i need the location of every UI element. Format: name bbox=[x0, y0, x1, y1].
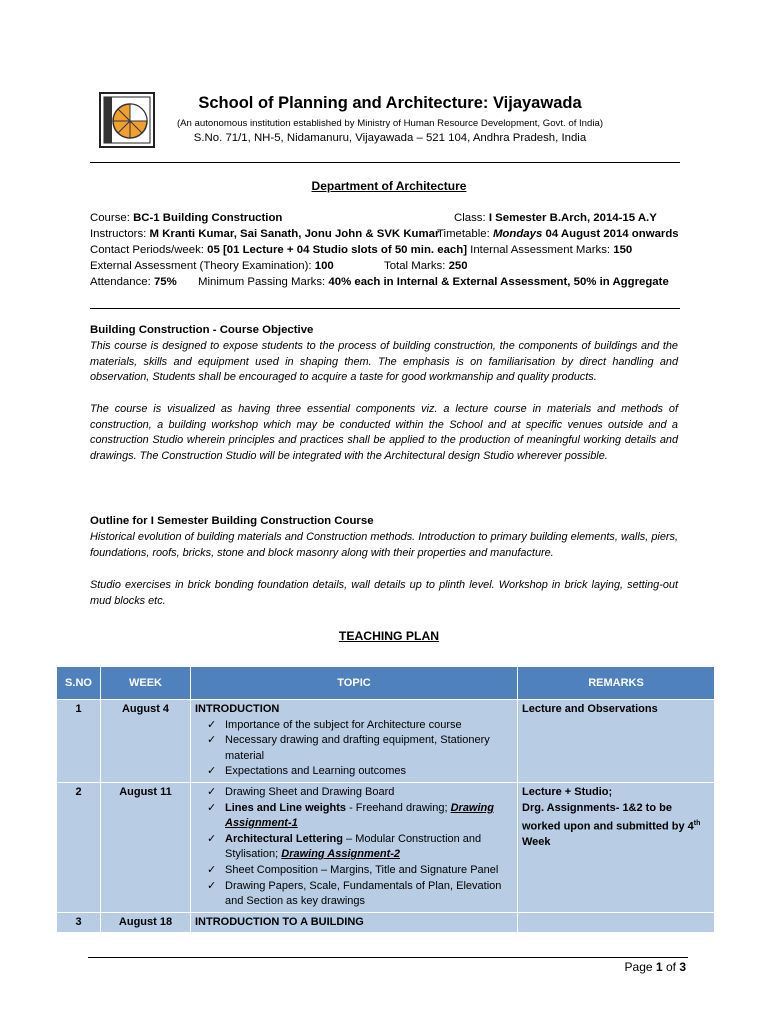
list-item-text: Necessary drawing and drafting equipment, Stationery material bbox=[225, 734, 490, 762]
attendance-value: 75% bbox=[153, 276, 177, 288]
ia-label: Internal Assessment Marks: bbox=[470, 244, 611, 256]
table-row bbox=[57, 700, 715, 783]
total-label: Total Marks: bbox=[384, 260, 446, 272]
timetable-label: Timetable: bbox=[437, 228, 490, 240]
teaching-plan-table bbox=[56, 666, 715, 933]
total-info bbox=[384, 258, 468, 274]
contact-label: Contact Periods/week: bbox=[90, 244, 204, 256]
list-item-text: Importance of the subject for Architecture course bbox=[225, 718, 462, 731]
row-week: August 4 bbox=[101, 700, 191, 783]
attendance-label: Attendance: bbox=[90, 276, 151, 288]
page-label: Page bbox=[624, 960, 653, 974]
list-item bbox=[207, 785, 513, 801]
remarks-line-2 bbox=[522, 801, 710, 851]
assignment-1-label: Drawing Assignment-1 bbox=[225, 801, 494, 830]
topic-heading: INTRODUCTION TO A BUILDING bbox=[195, 915, 364, 928]
list-item-bold: Lines and Line weights bbox=[225, 801, 347, 814]
topic-heading: INTRODUCTION bbox=[195, 703, 280, 715]
instructors-label: Instructors: bbox=[90, 228, 147, 240]
table-row bbox=[57, 912, 715, 933]
list-item-text: – Modular Construction and Stylisation; bbox=[225, 832, 482, 861]
checkmark-icon: ✓ bbox=[207, 734, 217, 747]
row-week: August 18 bbox=[101, 912, 191, 933]
contact-value: 05 [01 Lecture + 04 Studio slots of 50 min. each] bbox=[207, 244, 467, 256]
remarks-text-end: Week bbox=[522, 836, 551, 849]
ia-value: 150 bbox=[613, 244, 633, 256]
checkmark-icon: ✓ bbox=[207, 801, 217, 814]
row-week: August 11 bbox=[101, 782, 191, 912]
school-subtitle: (An autonomous institution established by Ministry of Human Resource Development, Govt. of India) bbox=[176, 118, 604, 129]
list-item bbox=[207, 801, 513, 832]
page-current: 1 bbox=[655, 960, 663, 974]
course-line bbox=[90, 210, 688, 226]
page-number bbox=[625, 960, 686, 974]
ea-value: 100 bbox=[314, 260, 334, 272]
checkmark-icon: ✓ bbox=[207, 765, 217, 778]
row-remarks: Lecture and Observations bbox=[518, 700, 715, 783]
list-item bbox=[207, 863, 513, 879]
checkmark-icon: ✓ bbox=[207, 785, 217, 798]
remarks-superscript: th bbox=[693, 820, 701, 828]
list-item bbox=[207, 879, 513, 910]
contact-line bbox=[90, 242, 688, 258]
instructors-line bbox=[90, 226, 688, 242]
objective-paragraph-1: This course is designed to expose students to the process of building construction, the components of buildings and the materials, skills and equipment used in shaping them. The emphasis is on familiarisation by direct handling and observation, Students shall be encouraged to acquire a taste for good workmanship and quality products. bbox=[90, 340, 678, 384]
passing-info bbox=[198, 274, 669, 290]
timetable-info bbox=[437, 226, 679, 242]
table-row bbox=[57, 782, 715, 912]
passing-label: Minimum Passing Marks: bbox=[198, 276, 326, 288]
list-item bbox=[207, 832, 513, 863]
table-header-row bbox=[57, 667, 715, 700]
row-remarks bbox=[518, 782, 715, 912]
row-remarks bbox=[518, 912, 715, 933]
footer-divider bbox=[88, 957, 688, 958]
school-logo-icon bbox=[99, 92, 155, 148]
assignment-2-label: Drawing Assignment-2 bbox=[281, 848, 401, 861]
header-sno: S.NO bbox=[57, 667, 101, 700]
assessment-line bbox=[90, 258, 688, 274]
topic-list bbox=[195, 785, 513, 910]
ea-label: External Assessment (Theory Examination): bbox=[90, 260, 312, 272]
objective-paragraph-2: The course is visualized as having three essential components viz. a lecture course in materials and methods of construction, a building workshop which may be conducted within the School and at specific venues outside and a construction Studio wherein principles and practices shall be applied to the production of meaningful working details and drawings. The Construction Studio will be integrated with the Architectural design Studio wherever possible. bbox=[90, 403, 678, 463]
department-title: Department of Architecture bbox=[311, 179, 467, 193]
outline-paragraph-2: Studio exercises in brick bonding foundation details, wall details up to plinth level. Workshop in brick laying, setting-out mud blocks etc. bbox=[90, 579, 678, 607]
course-label: Course: bbox=[90, 212, 130, 224]
instructors-value: M Kranti Kumar, Sai Sanath, Jonu John & SVK Kumar bbox=[149, 228, 440, 240]
row-topic bbox=[191, 912, 518, 933]
list-item-text: - Freehand drawing; bbox=[346, 801, 451, 814]
class-label: Class: bbox=[454, 212, 486, 224]
list-item bbox=[207, 764, 513, 780]
outline-title: Outline for I Semester Building Construction Course bbox=[90, 515, 374, 527]
page-of-label: of bbox=[665, 960, 676, 974]
objective-title: Building Construction - Course Objective bbox=[90, 324, 314, 336]
school-address: S.No. 71/1, NH-5, Nidamanuru, Vijayawada – 521 104, Andhra Pradesh, India bbox=[193, 132, 587, 144]
total-value: 250 bbox=[448, 260, 468, 272]
checkmark-icon: ✓ bbox=[207, 832, 217, 845]
topic-list bbox=[195, 718, 513, 780]
header-remarks: REMARKS bbox=[518, 667, 715, 700]
checkmark-icon: ✓ bbox=[207, 879, 217, 892]
list-item-text: Drawing Sheet and Drawing Board bbox=[225, 785, 395, 798]
passing-value: 40% each in Internal & External Assessment, 50% in Aggregate bbox=[328, 276, 669, 288]
timetable-day: Mondays bbox=[492, 228, 543, 240]
header-topic: TOPIC bbox=[191, 667, 518, 700]
list-item-bold: Architectural Lettering bbox=[225, 832, 343, 845]
list-item bbox=[207, 733, 513, 764]
info-divider bbox=[90, 308, 680, 309]
remarks-line-1: Lecture + Studio; bbox=[522, 785, 613, 798]
row-topic bbox=[191, 782, 518, 912]
attendance-line bbox=[90, 274, 688, 290]
header-week: WEEK bbox=[101, 667, 191, 700]
school-title: School of Planning and Architecture: Vijayawada bbox=[198, 94, 582, 112]
row-topic bbox=[191, 700, 518, 783]
checkmark-icon: ✓ bbox=[207, 718, 217, 731]
course-value: BC-1 Building Construction bbox=[133, 212, 283, 224]
timetable-value: 04 August 2014 onwards bbox=[545, 228, 679, 240]
list-item-text: Expectations and Learning outcomes bbox=[225, 765, 407, 778]
page-total: 3 bbox=[679, 960, 686, 974]
row-sno: 2 bbox=[57, 782, 101, 912]
teaching-plan-title: TEACHING PLAN bbox=[338, 629, 440, 643]
row-sno: 1 bbox=[57, 700, 101, 783]
class-info bbox=[454, 210, 657, 226]
class-value: I Semester B.Arch, 2014-15 A.Y bbox=[488, 212, 657, 224]
list-item-text: Sheet Composition – Margins, Title and Signature Panel bbox=[225, 863, 499, 876]
header-divider bbox=[90, 162, 680, 163]
list-item-text: Drawing Papers, Scale, Fundamentals of Plan, Elevation and Section as key drawings bbox=[225, 879, 502, 908]
list-item bbox=[207, 718, 513, 734]
outline-paragraph-1: Historical evolution of building materials and Construction methods. Introduction to primary building elements, walls, piers, foundations, roofs, bricks, stone and block masonry along with their properties and manufacture. bbox=[90, 531, 678, 559]
remarks-text: Drg. Assignments- 1&2 to be worked upon and submitted by 4 bbox=[522, 801, 694, 833]
checkmark-icon: ✓ bbox=[207, 863, 217, 876]
row-sno: 3 bbox=[57, 912, 101, 933]
